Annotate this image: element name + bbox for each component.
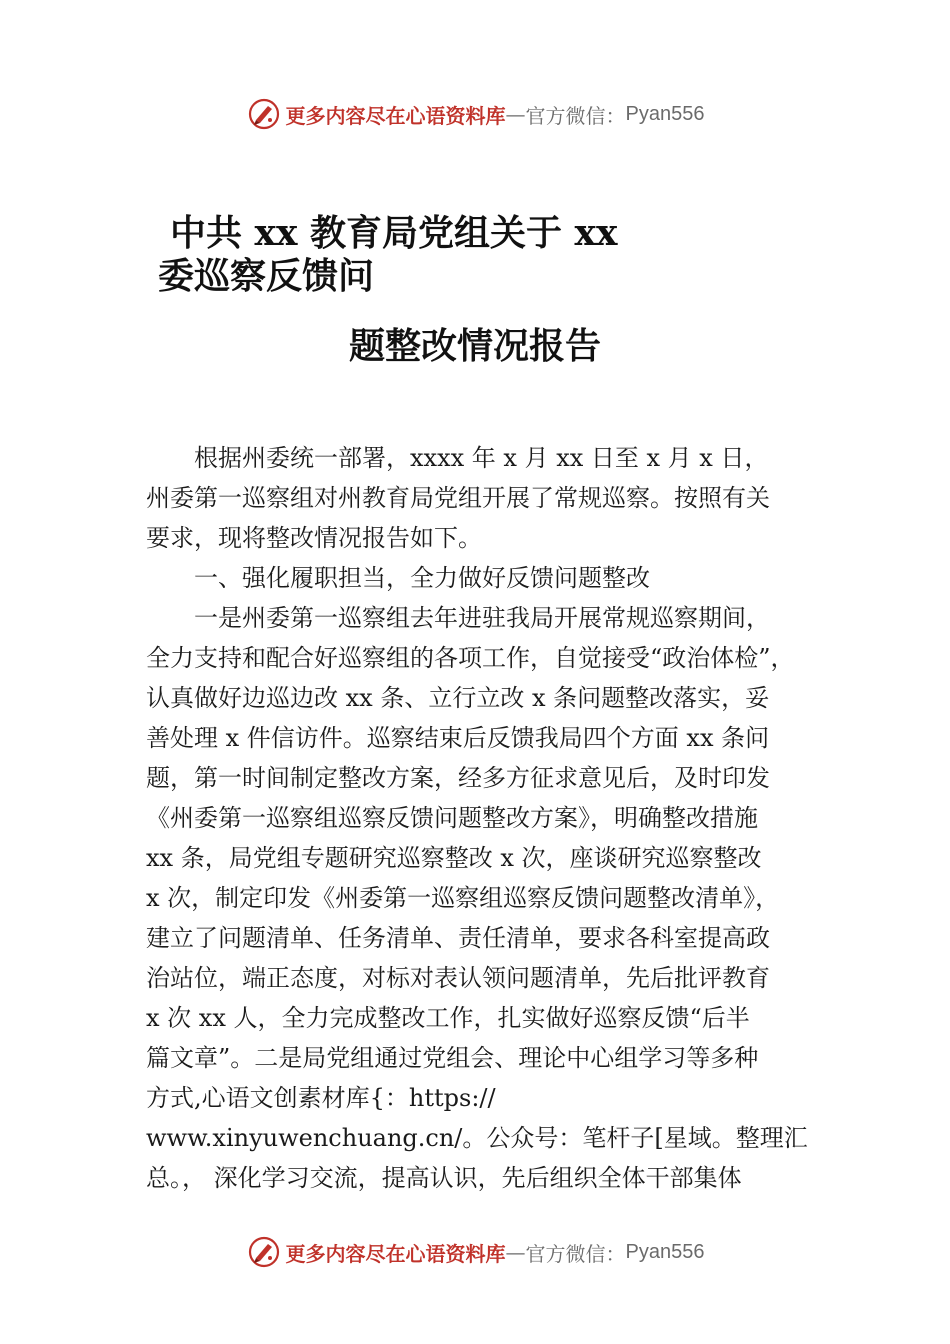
body-line: 全力支持和配合好巡察组的各项工作，自觉接受“政治体检”， bbox=[146, 644, 795, 672]
body-line: 篇文章”。二是局党组通过党组会、理论中心组学习等多种 bbox=[146, 1044, 759, 1072]
banner-label: 官方微信： bbox=[525, 1241, 626, 1266]
body-line: 州委第一巡察组对州教育局党组开展了常规巡察。按照有关 bbox=[146, 484, 770, 512]
body-line: 题，第一时间制定整改方案，经多方征求意见后，及时印发 bbox=[146, 764, 770, 792]
body-line: 善处理 x 件信访件。巡察结束后反馈我局四个方面 xx 条问 bbox=[146, 724, 770, 752]
body-line: xx 条，局党组专题研究巡察整改 x 次，座谈研究巡察整改 bbox=[146, 844, 762, 872]
body-line: www.xinyuwenchuang.cn/。公众号：笔杆子[星域。整理汇 bbox=[146, 1124, 808, 1152]
body-line: 方式,心语文创素材库{：https:// bbox=[146, 1084, 496, 1112]
body-line: 《州委第一巡察组巡察反馈问题整改方案》，明确整改措施 bbox=[146, 804, 758, 832]
body-line: 一是州委第一巡察组去年进驻我局开展常规巡察期间， bbox=[194, 604, 770, 632]
title-line-2: 委巡察反馈问 bbox=[158, 255, 375, 297]
banner-wechat-id: Pyan556 bbox=[625, 1240, 705, 1263]
banner-main-text: 更多内容尽在心语资料库 bbox=[285, 1241, 506, 1266]
title-line-3: 题整改情况报告 bbox=[348, 325, 601, 367]
pen-logo-icon bbox=[246, 96, 282, 132]
banner-main-text: 更多内容尽在心语资料库 bbox=[285, 103, 506, 128]
body-line: 认真做好边巡边改 xx 条、立行立改 x 条问题整改落实，妥 bbox=[146, 684, 770, 712]
body-line: 总。， 深化学习交流，提高认识，先后组织全体干部集体 bbox=[146, 1164, 742, 1192]
header-banner bbox=[0, 94, 950, 134]
body-text bbox=[146, 438, 826, 1198]
body-line: 治站位，端正态度，对标对表认领问题清单，先后批评教育 bbox=[146, 964, 770, 992]
pen-logo-icon bbox=[246, 1234, 282, 1270]
body-line: 建立了问题清单、任务清单、责任清单，要求各科室提高政 bbox=[146, 924, 770, 952]
banner-wechat-id: Pyan556 bbox=[625, 102, 705, 125]
banner-dash: — bbox=[505, 1240, 526, 1264]
body-line: x 次，制定印发《州委第一巡察组巡察反馈问题整改清单》， bbox=[146, 884, 780, 912]
body-line: 根据州委统一部署，xxxx 年 x 月 xx 日至 x 月 x 日， bbox=[194, 444, 769, 472]
title-line-1: 中共 xx 教育局党组关于 xx bbox=[170, 212, 618, 254]
banner-label: 官方微信： bbox=[525, 103, 626, 128]
body-line: x 次 xx 人，全力完成整改工作，扎实做好巡察反馈“后半 bbox=[146, 1004, 750, 1032]
section-heading: 一、强化履职担当，全力做好反馈问题整改 bbox=[194, 564, 650, 592]
footer-banner bbox=[0, 1232, 950, 1272]
banner-dash: — bbox=[505, 102, 526, 126]
body-line: 要求，现将整改情况报告如下。 bbox=[146, 524, 482, 552]
